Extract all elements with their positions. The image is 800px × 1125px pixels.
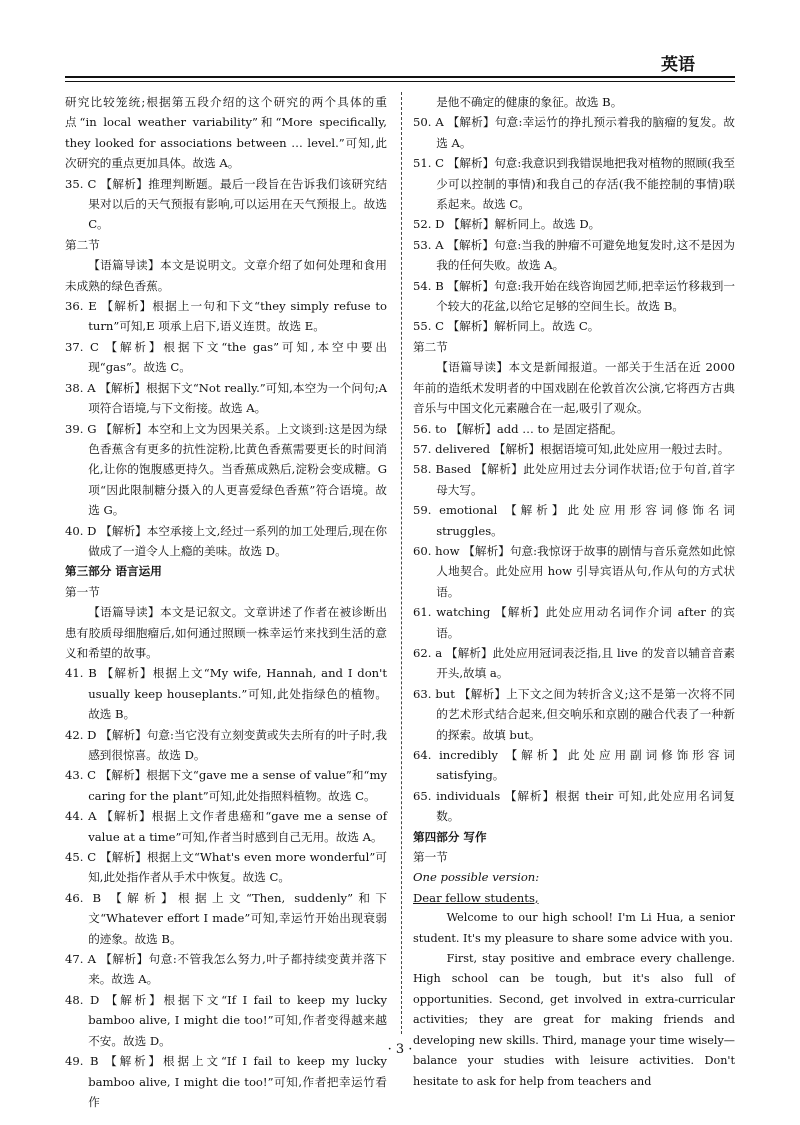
sample-label: One possible version:	[413, 870, 540, 885]
letter-salutation: Dear fellow students,	[413, 890, 539, 905]
column-divider	[401, 92, 402, 1034]
answer-item: 56. to 【解析】add … to 是固定搭配。	[413, 421, 623, 436]
answer-item: 40. D 【解析】本空承接上文,经过一系列的加工处理后,现在你做成了一道令人上瘾的美味。故选 D。	[65, 523, 387, 558]
header-rule-thin	[65, 81, 735, 82]
answer-item: 63. but 【解析】上下文之间为转折含义;这不是第一次将不同的艺术形式结合起来,但交响乐和京剧的融合代表了一种新的探索。故填 but。	[413, 686, 735, 742]
answer-item: 47. A 【解析】句意:不管我怎么努力,叶子都持续变黄并落下来。故选 A。	[65, 952, 387, 987]
part-heading: 第四部分 写作	[413, 829, 487, 844]
answer-item: 49. B 【解析】根据上文“If I fail to keep my lucky bamboo alive, I might die too!”可知,作者把幸运竹看作	[65, 1054, 387, 1109]
right-column	[413, 92, 735, 1092]
passage-guide: 【语篇导读】本文是说明文。文章介绍了如何处理和食用未成熟的绿色香蕉。	[65, 258, 387, 293]
answer-item: 60. how 【解析】句意:我惊讶于故事的剧情与音乐竟然如此惊人地契合。此处应用 how 引导宾语从句,作从句的方式状语。	[413, 543, 735, 599]
answer-item: 35. C 【解析】推理判断题。最后一段旨在告诉我们该研究结果对以后的天气预报有影响,可以运用在天气预报上。故选 C。	[65, 176, 387, 232]
answer-item: 36. E 【解析】根据上一句和下文“they simply refuse to turn”可知,E 项承上启下,语义连贯。故选 E。	[65, 299, 387, 334]
answer-item: 62. a 【解析】此处应用冠词表泛指,且 live 的发音以辅音音素开头,故填 a。	[413, 645, 735, 681]
answer-item: 61. watching 【解析】此处应用动名词作介词 after 的宾语。	[413, 605, 735, 640]
answer-item: 43. C 【解析】根据下文“gave me a sense of value”和“my caring for the plant”可知,此处指照料植物。故选 C。	[65, 768, 387, 803]
answer-item: 44. A 【解析】根据上文作者患癌和“gave me a sense of value at a time”可知,作者当时感到自己无用。故选 A。	[65, 809, 387, 844]
answer-item: 55. C 【解析】解析同上。故选 C。	[413, 319, 600, 334]
answer-item: 50. A 【解析】句意:幸运竹的挣扎预示着我的脑瘤的复发。故选 A。	[413, 115, 735, 150]
part-heading: 第三部分 语言运用	[65, 564, 162, 579]
essay-paragraph: First, stay positive and embrace every challenge. High school can be tough, but it's also full of opportunities. Second, get involved in extra-curricular activities; they are great for making friends and developing new skills. Third, manage your time wisely—balance your studies with leisure activities. Don't hesitate to ask for help from teachers and	[413, 952, 735, 1088]
page-header-title: 英语	[661, 55, 695, 75]
answer-item: 39. G 【解析】本空和上文为因果关系。上文谈到:这是因为绿色香蕉含有更多的抗性淀粉,比黄色香蕉需要更长的时间消化,让你的饱腹感更持久。当香蕉成熟后,淀粉会变成糖。G 项“因此限制糖分摄入的人更喜爱绿色香蕉”符合语境。故选 G。	[65, 421, 387, 518]
answer-item: 65. individuals 【解析】根据 their 可知,此处应用名词复数。	[413, 788, 735, 824]
header-rule-thick	[65, 76, 735, 78]
answer-item: 54. B 【解析】句意:我开始在线咨询园艺师,把幸运竹移栽到一个较大的花盆,以给它足够的空间生长。故选 B。	[413, 278, 735, 314]
left-column	[65, 92, 387, 1112]
answer-item: 57. delivered 【解析】根据语境可知,此处应用一般过去时。	[413, 441, 730, 456]
answer-item: 51. C 【解析】句意:我意识到我错误地把我对植物的照顾(我至少可以控制的事情)和我自己的存活(我不能控制的事情)联系起来。故选 C。	[413, 156, 735, 212]
paragraph: 研究比较笼统;根据第五段介绍的这个研究的两个具体的重点“in local weather variability”和“More specifically, they looked for associations between … level.”可知,此次研究的重点更加具体。故选 A。	[65, 95, 387, 171]
answer-item: 53. A 【解析】句意:当我的肿瘤不可避免地复发时,这不是因为我的任何失败。故选 A。	[413, 237, 735, 273]
answer-item: 45. C 【解析】根据上文“What's even more wonderful”可知,此处指作者从手术中恢复。故选 C。	[65, 850, 387, 885]
answer-item: 58. Based 【解析】此处应用过去分词作状语;位于句首,首字母大写。	[413, 462, 735, 497]
answer-item: 41. B 【解析】根据上文“My wife, Hannah, and I don't usually keep houseplants.”可知,此处指绿色的植物。故选 B。	[65, 666, 387, 722]
page-number: · 3 ·	[387, 1042, 413, 1057]
answer-item: 48. D 【解析】根据下文“If I fail to keep my lucky bamboo alive, I might die too!”可知,作者变得越来越不安。故选 D。	[65, 992, 387, 1048]
section-heading: 第二节	[65, 237, 100, 252]
passage-guide: 【语篇导读】本文是新闻报道。一部关于生活在近 2000 年前的造纸术发明者的中国戏剧在伦敦首次公演,它将西方古典音乐与中国文化元素融合在一起,吸引了观众。	[413, 360, 735, 416]
answer-item: 52. D 【解析】解析同上。故选 D。	[413, 217, 601, 232]
answer-item: 38. A 【解析】根据下文“Not really.”可知,本空为一个问句;A 项符合语境,与下文衔接。故选 A。	[65, 380, 387, 416]
essay-paragraph: Welcome to our high school! I'm Li Hua, a senior student. It's my pleasure to share some advice with you.	[413, 911, 735, 945]
answer-item: 64. incredibly 【解析】此处应用副词修饰形容词 satisfying。	[413, 748, 735, 783]
section-heading: 第一节	[65, 584, 100, 599]
answer-item: 46. B 【解析】根据上文“Then, suddenly”和下文“Whatever effort I made”可知,幸运竹开始出现衰弱的迹象。故选 B。	[65, 890, 387, 946]
answer-item: 37. C 【解析】根据下文“the gas”可知,本空中要出现“gas”。故选 C。	[65, 339, 387, 375]
answer-item: 59. emotional 【解析】此处应用形容词修饰名词 struggles。	[413, 503, 735, 538]
passage-guide: 【语篇导读】本文是记叙文。文章讲述了作者在被诊断出患有胶质母细胞瘤后,如何通过照顾一株幸运竹来找到生活的意义和希望的故事。	[65, 605, 387, 660]
answer-item: 42. D 【解析】句意:当它没有立刻变黄或失去所有的叶子时,我感到很惊喜。故选 D。	[65, 727, 387, 762]
section-heading: 第二节	[413, 339, 448, 354]
section-heading: 第一节	[413, 850, 448, 865]
paragraph: 是他不确定的健康的象征。故选 B。	[436, 95, 623, 109]
